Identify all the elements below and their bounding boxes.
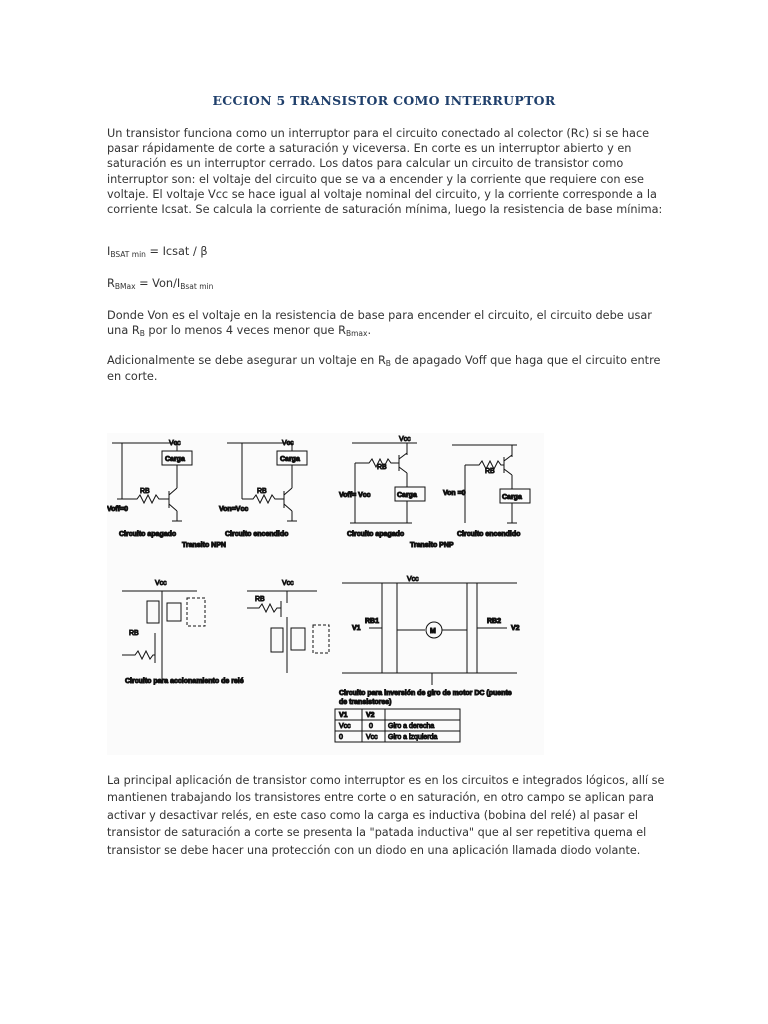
closing-paragraph: La principal aplicación de transistor como interruptor es en los circuitos e integrados lógicos, allí se mantienen trabajando los transistores entre corte o en saturación, en otro campo se aplican para activar y desactivar relés, en este caso como la carga es inductiva (bobina del relé) al pasar el transistor de saturación a corte se presenta la "patada inductiva" que al ser repetitiva quema el transistor se debe hacer una protección con un diodo en una aplicación llamada diodo volante. [107,774,665,857]
von-paragraph [107,308,667,339]
vcc-label-2: Vcc [282,440,294,447]
von-text-c: . [367,324,372,338]
voffvcc-label: Voff= Vcc [339,492,371,499]
intro-paragraph: Un transistor funciona como un interruptor para el circuito conectado al colector (Rc) si se hace pasar rápidamente de corte a saturación y viceversa. En corte es un interruptor abierto y en saturación es un interruptor cerrado. Los datos para calcular un circuito de transistor como interruptor son: el voltaje del circuito que se va a encender y la corriente que requiere con ese voltaje. El voltaje Vcc se hace igual al voltaje nominal del circuito, y la corriente corresponde a la corriente Icsat. Se calcula la corriente de saturación mínima, luego la resistencia de base mínima: [107,127,663,217]
table-cell-1-3: Giro a derecha [388,723,435,730]
formula-rbmax-mid: = Von/I [135,277,181,290]
carga-label-4: Carga [502,494,522,501]
circuit-diagram [107,433,544,755]
rb-label-5: RB [129,630,139,637]
voff-paragraph [107,353,667,384]
motor-label: M [430,628,436,635]
formula-ibsat-lhs: I [107,245,111,258]
von-text-a: Donde Von es el voltaje en la resistencia de base para encender el circuito, el circuito debe usar una R [107,309,652,338]
rb-label-1: RB [140,488,150,495]
voff0-label: Voff=0 [107,506,129,513]
formula-ibsat-sub: BSAT min [110,250,146,259]
relay-circuit-2 [247,591,329,673]
formula-rbmax [107,276,667,292]
table-cell-1-2: 0 [369,723,373,730]
carga-label-2: Carga [280,456,300,463]
rb2-label: RB2 [487,618,502,625]
caption-motor-1: Circuito para inversión de giro de motor DC (puente [339,690,512,697]
page-title: ECCION 5 TRANSISTOR COMO INTERRUPTOR [212,93,556,108]
rb-label-3: RB [377,464,387,471]
carga-label-3: Carga [397,492,417,499]
pnp-off-circuit [350,443,425,523]
formula-rbmax-mid-sub: Bsat min [180,282,214,291]
caption-encendido-1: Circuito encendido [225,531,289,538]
vcc-label-7: Vcc [407,576,419,583]
table-cell-2-1: 0 [339,734,343,741]
caption-apagado-1: Circuito apagado [119,531,177,538]
vonvcc-label: Von=Vcc [219,506,249,513]
rb-label-6: RB [255,596,265,603]
transito-pnp-label: Transito PNP [410,542,454,549]
caption-encendido-2: Circuito encendido [457,531,521,538]
table-cell-1-1: Vcc [339,723,351,730]
table-header-v1: V1 [339,712,348,719]
rb-label-2: RB [257,488,267,495]
v1-label: V1 [352,625,361,632]
vcc-label-3: Vcc [399,436,411,443]
circuit-figure [107,433,544,755]
table-cell-2-3: Giro a izquierda [388,734,438,741]
vcc-label-5: Vcc [155,580,167,587]
formula-ibsat [107,244,667,260]
vcc-label-1: Vcc [169,440,181,447]
voff-text-a: Adicionalmente se debe asegurar un voltaje en R [107,354,386,367]
von-sub-2: Bmax [345,329,368,339]
rb1-label: RB1 [365,618,380,625]
von0-label: Von =0 [443,490,466,497]
carga-label-1: Carga [165,456,185,463]
caption-rele: Circuito para accionamiento de relé [125,678,244,685]
formula-rbmax-lhs: R [107,277,115,290]
table-header-v2: V2 [366,712,375,719]
v2-label: V2 [511,625,520,632]
formula-rbmax-sub: BMax [114,282,136,291]
pnp-on-circuit [452,445,530,523]
voff-text-b: de apagado Voff que haga que el circuito entre en corte. [107,354,661,384]
table-cell-2-2: Vcc [366,734,378,741]
transito-npn-label: Transito NPN [182,542,226,549]
von-text-b: por lo menos 4 veces menor que R [144,324,346,338]
voff-sub: B [385,359,391,368]
formula-ibsat-rhs: = Icsat / β [145,245,208,258]
caption-motor-2: de transistores) [339,699,392,706]
rb-label-4: RB [485,468,495,475]
von-sub-1: B [139,329,145,339]
caption-apagado-2: Circuito apagado [347,531,405,538]
vcc-label-6: Vcc [282,580,294,587]
